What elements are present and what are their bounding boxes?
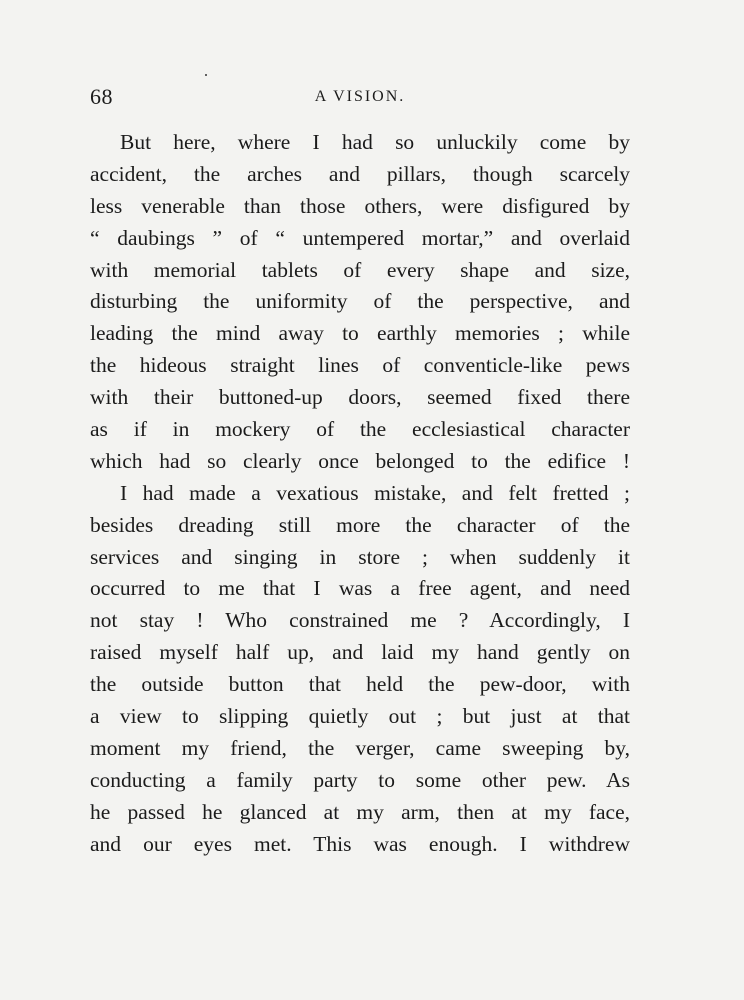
text-line: which had so clearly once belonged to the edifice ! — [90, 448, 630, 473]
text-line: as if in mockery of the ecclesiastical character — [90, 417, 630, 442]
text-line: and our eyes met. This was enough. I withdrew — [90, 831, 630, 856]
text-line: accident, the arches and pillars, though scarcely — [90, 161, 630, 186]
print-speck — [205, 74, 207, 76]
text-line: I had made a vexatious mistake, and felt fretted ; — [120, 480, 630, 505]
text-line: raised myself half up, and laid my hand gently on — [90, 640, 630, 665]
text-line: leading the mind away to earthly memories ; while — [90, 321, 630, 346]
text-line: the outside button that held the pew-door, with — [90, 672, 630, 697]
page-number: 68 — [90, 84, 113, 109]
text-line: conducting a family party to some other pew. As — [90, 767, 630, 792]
body-text — [90, 127, 630, 860]
text-line: less venerable than those others, were disfigured by — [90, 193, 630, 218]
text-line: he passed he glanced at my arm, then at my face, — [90, 799, 630, 824]
text-line: the hideous straight lines of conventicle-like pews — [90, 353, 630, 378]
paragraph-1 — [90, 127, 630, 478]
text-line: “ daubings ” of “ untempered mortar,” and overlaid — [90, 225, 630, 250]
text-line: with memorial tablets of every shape and size, — [90, 257, 630, 282]
text-line: besides dreading still more the character of the — [90, 512, 630, 537]
text-line: with their buttoned-up doors, seemed fixed there — [90, 385, 630, 410]
text-line: moment my friend, the verger, came sweeping by, — [90, 735, 630, 760]
page-header — [90, 84, 630, 114]
paragraph-2 — [90, 478, 630, 861]
running-head: A VISION. — [314, 88, 406, 105]
text-line: occurred to me that I was a free agent, and need — [90, 576, 630, 601]
text-line: services and singing in store ; when suddenly it — [90, 544, 630, 569]
text-line: But here, where I had so unluckily come by — [120, 130, 630, 154]
text-line: a view to slipping quietly out ; but just at that — [90, 704, 630, 729]
text-line: not stay ! Who constrained me ? Accordingly, I — [90, 608, 630, 633]
text-line: disturbing the uniformity of the perspective, and — [90, 289, 630, 314]
